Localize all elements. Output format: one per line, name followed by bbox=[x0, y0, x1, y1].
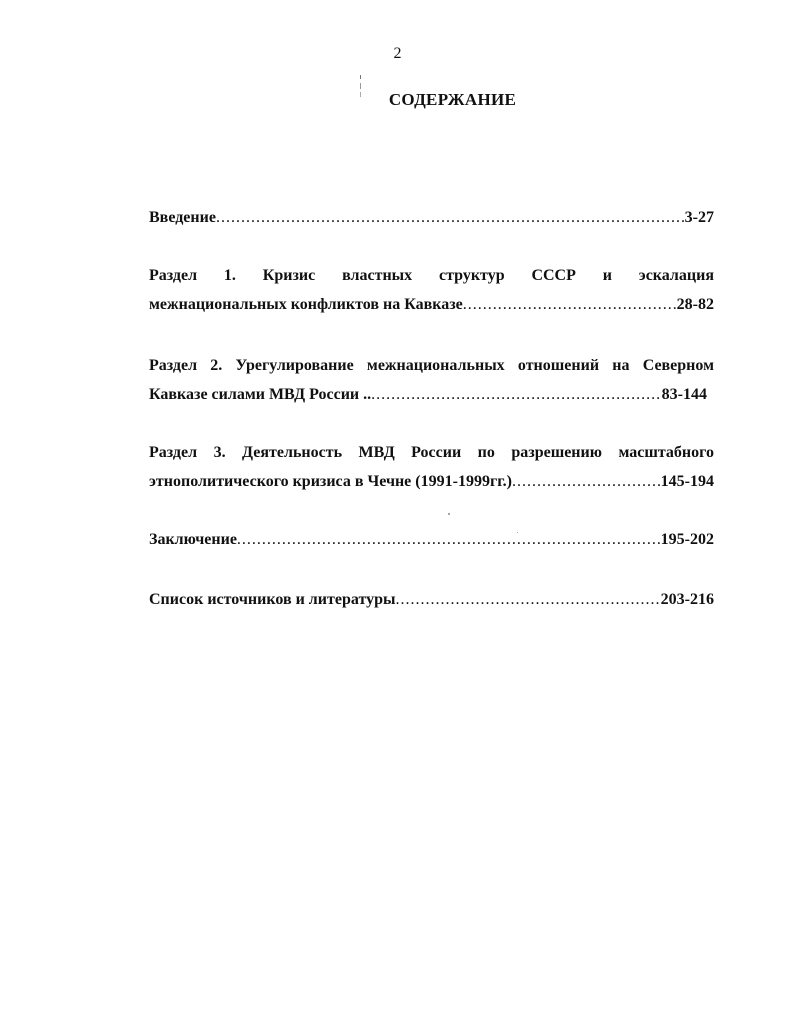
toc-entry-line bbox=[149, 467, 714, 496]
toc-entry-title-line: Раздел 2. Урегулирование межнациональных отношений на Северном bbox=[149, 357, 714, 374]
dot-leader bbox=[371, 380, 662, 409]
toc-entry-section-2[interactable] bbox=[149, 351, 714, 409]
dot-leader bbox=[463, 290, 677, 319]
toc-entry-introduction[interactable] bbox=[149, 203, 714, 232]
scan-speck bbox=[448, 513, 450, 515]
toc-entry-section-1[interactable] bbox=[149, 261, 714, 319]
toc-entry-title-line: Раздел 3. Деятельность МВД России по разрешению масштабного bbox=[149, 444, 714, 461]
toc-entry-title: этнополитического кризиса в Чечне (1991-1999гг.) bbox=[149, 473, 512, 490]
page-number: 2 bbox=[393, 45, 402, 62]
toc-entry-title: Кавказе силами МВД России .. bbox=[149, 386, 372, 403]
toc-entry-pages: 145-194 bbox=[660, 473, 714, 490]
toc-entry-pages: 28-82 bbox=[676, 296, 714, 313]
toc-entry-title: Заключение bbox=[149, 531, 237, 548]
toc-entry-line bbox=[149, 290, 714, 319]
toc-entry-line bbox=[149, 525, 714, 554]
toc-entry-title: межнациональных конфликтов на Кавказе bbox=[149, 296, 463, 313]
toc-entry-title: Введение bbox=[149, 209, 216, 226]
scan-speck bbox=[517, 532, 518, 533]
toc-entry-pages: 83-144 bbox=[661, 386, 707, 403]
toc-entry-title: Список источников и литературы bbox=[149, 591, 396, 608]
dot-leader bbox=[237, 525, 661, 554]
toc-entry-line bbox=[149, 203, 714, 232]
toc-entry-title-line: Раздел 1. Кризис властных структур СССР и эскалация bbox=[149, 267, 714, 284]
dot-leader bbox=[512, 467, 661, 496]
toc-entry-bibliography[interactable] bbox=[149, 585, 714, 614]
toc-entry-conclusion[interactable] bbox=[149, 525, 714, 554]
toc-entry-section-3[interactable] bbox=[149, 438, 714, 496]
toc-entry-pages: 3-27 bbox=[684, 209, 714, 226]
toc-entry-line bbox=[149, 585, 714, 614]
page-title: СОДЕРЖАНИЕ bbox=[388, 90, 517, 109]
toc-entry-pages: 203-216 bbox=[660, 591, 714, 608]
dot-leader bbox=[216, 203, 685, 232]
dot-leader bbox=[395, 585, 660, 614]
toc-entry-pages: 195-202 bbox=[660, 531, 714, 548]
toc-entry-line bbox=[149, 380, 707, 409]
